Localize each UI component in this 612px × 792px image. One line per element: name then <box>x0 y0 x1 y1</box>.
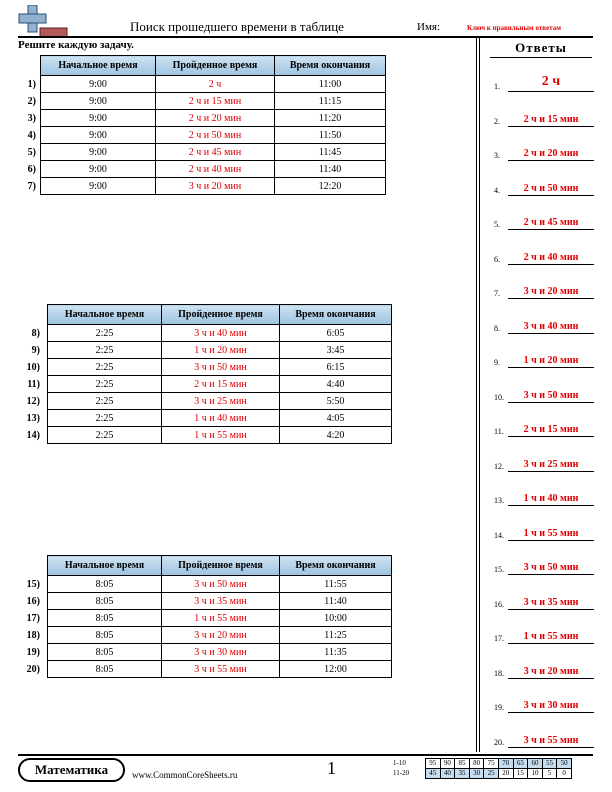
score-cell: 40 <box>440 769 455 779</box>
answer-value: 3 ч и 50 мин <box>523 562 579 573</box>
header-rule <box>18 36 593 38</box>
table-row <box>48 610 392 627</box>
end-time-cell: 4:05 <box>280 410 392 427</box>
answer-value: 1 ч и 55 мин <box>523 631 579 642</box>
answer-line <box>508 298 594 299</box>
score-row-label: 11-20 <box>393 769 410 777</box>
score-table <box>425 758 572 779</box>
answer-item <box>494 383 594 403</box>
answer-value: 3 ч и 35 мин <box>523 596 579 608</box>
end-time-cell: 11:15 <box>275 93 386 110</box>
elapsed-time-cell: 2 ч и 40 мин <box>156 161 275 178</box>
answer-item <box>494 279 594 299</box>
answer-number: 16. <box>494 599 504 609</box>
start-time-cell: 9:00 <box>41 127 156 144</box>
score-cell: 5 <box>542 769 557 779</box>
score-cell: 80 <box>469 759 484 769</box>
answer-line <box>508 333 594 334</box>
start-time-cell: 2:25 <box>48 325 162 342</box>
end-time-cell: 3:45 <box>280 342 392 359</box>
score-cell: 60 <box>528 759 543 769</box>
end-time-cell: 11:40 <box>280 593 392 610</box>
score-cell: 55 <box>542 759 557 769</box>
column-header-start-time: Начальное время <box>41 56 156 76</box>
start-time-cell: 2:25 <box>48 342 162 359</box>
answer-value: 3 ч и 40 мин <box>523 320 579 332</box>
problem-number: 3) <box>27 113 36 124</box>
answer-number: 10. <box>494 392 504 402</box>
answer-number: 8. <box>494 323 500 333</box>
footer-rule <box>18 754 593 756</box>
answer-line <box>508 91 594 92</box>
column-header-start-time: Начальное время <box>48 305 162 325</box>
answer-line <box>508 471 594 472</box>
table-row <box>41 110 386 127</box>
start-time-cell: 9:00 <box>41 161 156 178</box>
answer-value: 3 ч и 20 мин <box>523 286 579 297</box>
elapsed-time-cell: 3 ч и 25 мин <box>162 393 280 410</box>
answer-item <box>494 141 594 161</box>
table-row <box>48 410 392 427</box>
answer-item <box>494 624 594 644</box>
score-cell: 0 <box>557 769 572 779</box>
answer-value: 1 ч и 55 мин <box>523 527 579 539</box>
start-time-cell: 9:00 <box>41 144 156 161</box>
score-cell: 25 <box>484 769 499 779</box>
start-time-cell: 8:05 <box>48 627 162 644</box>
answer-value: 2 ч и 50 мин <box>523 182 579 194</box>
table-row <box>48 376 392 393</box>
answer-value: 3 ч и 30 мин <box>523 700 579 711</box>
end-time-cell: 11:25 <box>280 627 392 644</box>
answer-item <box>494 314 594 334</box>
elapsed-time-cell: 2 ч и 45 мин <box>156 144 275 161</box>
end-time-cell: 4:40 <box>280 376 392 393</box>
answer-number: 1. <box>494 82 500 91</box>
answer-item <box>494 72 594 92</box>
elapsed-time-cell: 3 ч и 40 мин <box>162 325 280 342</box>
elapsed-time-cell: 3 ч и 20 мин <box>156 178 275 195</box>
problem-number: 7) <box>27 181 36 192</box>
end-time-cell: 11:55 <box>280 576 392 593</box>
answer-item <box>494 521 594 541</box>
table-row <box>48 576 392 593</box>
problem-number: 20) <box>26 664 40 675</box>
problem-numbers-group-3 <box>20 576 40 678</box>
answer-line <box>508 436 594 437</box>
problem-numbers-group-2 <box>20 325 40 444</box>
answer-value: 3 ч и 25 мин <box>523 458 579 470</box>
problem-number: 19) <box>26 647 40 658</box>
start-time-cell: 2:25 <box>48 376 162 393</box>
score-cell: 15 <box>513 769 528 779</box>
answer-item <box>494 417 594 437</box>
end-time-cell: 6:15 <box>280 359 392 376</box>
answer-number: 20. <box>494 737 504 747</box>
end-time-cell: 11:45 <box>275 144 386 161</box>
table-row <box>48 661 392 678</box>
table-row <box>48 342 392 359</box>
answer-number: 14. <box>494 530 504 540</box>
elapsed-time-cell: 2 ч и 15 мин <box>156 93 275 110</box>
answer-item <box>494 728 594 748</box>
start-time-cell: 9:00 <box>41 178 156 195</box>
answer-value: 1 ч и 40 мин <box>523 493 579 504</box>
table-row <box>41 127 386 144</box>
table-row <box>41 93 386 110</box>
end-time-cell: 11:35 <box>280 644 392 661</box>
score-cell: 45 <box>426 769 441 779</box>
answer-line <box>508 229 594 230</box>
problem-number: 12) <box>26 396 40 407</box>
problem-numbers-group-1 <box>16 76 36 195</box>
start-time-cell: 2:25 <box>48 427 162 444</box>
elapsed-time-cell: 3 ч и 50 мин <box>162 576 280 593</box>
score-cell: 50 <box>557 759 572 769</box>
answer-value: 2 ч и 40 мин <box>523 251 579 263</box>
start-time-cell: 2:25 <box>48 410 162 427</box>
score-cell: 35 <box>455 769 470 779</box>
column-header-elapsed-time: Пройденное время <box>162 556 280 576</box>
elapsed-time-cell: 2 ч и 20 мин <box>156 110 275 127</box>
end-time-cell: 12:00 <box>280 661 392 678</box>
end-time-cell: 5:50 <box>280 393 392 410</box>
start-time-cell: 8:05 <box>48 644 162 661</box>
problem-number: 18) <box>26 630 40 641</box>
elapsed-time-cell: 1 ч и 40 мин <box>162 410 280 427</box>
answer-value: 2 ч и 15 мин <box>523 424 579 435</box>
table-row <box>48 593 392 610</box>
elapsed-time-cell: 1 ч и 20 мин <box>162 342 280 359</box>
answer-value: 2 ч и 45 мин <box>523 217 579 228</box>
answer-line <box>508 678 594 679</box>
answer-line <box>508 747 594 748</box>
answer-line <box>508 126 594 127</box>
answer-line <box>508 643 594 644</box>
score-cell: 20 <box>498 769 513 779</box>
score-row <box>426 759 572 769</box>
elapsed-time-cell: 3 ч и 20 мин <box>162 627 280 644</box>
answer-number: 15. <box>494 565 504 574</box>
answer-item <box>494 107 594 127</box>
table-row <box>41 76 386 93</box>
problem-number: 15) <box>26 579 40 590</box>
answer-line <box>508 160 594 161</box>
start-time-cell: 8:05 <box>48 661 162 678</box>
answer-value: 2 ч и 20 мин <box>523 148 579 159</box>
answer-number: 7. <box>494 289 500 298</box>
problem-number: 6) <box>27 164 36 175</box>
answer-item <box>494 245 594 265</box>
start-time-cell: 2:25 <box>48 393 162 410</box>
answer-number: 19. <box>494 703 504 712</box>
score-cell: 95 <box>426 759 441 769</box>
answer-item <box>494 348 594 368</box>
column-header-elapsed-time: Пройденное время <box>162 305 280 325</box>
elapsed-time-cell: 3 ч и 55 мин <box>162 661 280 678</box>
column-header-elapsed-time: Пройденное время <box>156 56 275 76</box>
elapsed-time-cell: 3 ч и 30 мин <box>162 644 280 661</box>
answer-line <box>508 540 594 541</box>
start-time-cell: 9:00 <box>41 93 156 110</box>
answer-line <box>508 574 594 575</box>
website-link[interactable]: www.CommonCoreSheets.ru <box>132 770 238 780</box>
score-row-labels <box>393 758 409 778</box>
start-time-cell: 8:05 <box>48 610 162 627</box>
answer-line <box>508 712 594 713</box>
problem-number: 16) <box>26 596 40 607</box>
score-cell: 65 <box>513 759 528 769</box>
elapsed-time-cell: 1 ч и 55 мин <box>162 610 280 627</box>
score-cell: 90 <box>440 759 455 769</box>
elapsed-time-cell: 3 ч и 35 мин <box>162 593 280 610</box>
answer-number: 6. <box>494 254 500 264</box>
start-time-cell: 9:00 <box>41 76 156 93</box>
table-row <box>48 325 392 342</box>
end-time-cell: 10:00 <box>280 610 392 627</box>
problem-number: 11) <box>27 379 40 390</box>
name-label: Имя: <box>417 21 441 33</box>
answer-key-label: Ключ к правильным ответам <box>467 24 561 32</box>
answer-line <box>508 402 594 403</box>
table-row <box>48 393 392 410</box>
table-row <box>48 644 392 661</box>
problem-table-group-2 <box>47 304 392 444</box>
problem-number: 17) <box>26 613 40 624</box>
column-divider <box>476 37 480 752</box>
answer-number: 3. <box>494 151 500 160</box>
subject-badge: Математика <box>18 758 125 782</box>
end-time-cell: 11:40 <box>275 161 386 178</box>
start-time-cell: 9:00 <box>41 110 156 127</box>
elapsed-time-cell: 2 ч и 15 мин <box>162 376 280 393</box>
start-time-cell: 8:05 <box>48 593 162 610</box>
answer-item <box>494 210 594 230</box>
answer-value: 2 ч и 15 мин <box>523 113 579 125</box>
answers-title: Ответы <box>515 40 567 55</box>
answer-item <box>494 659 594 679</box>
score-row <box>426 769 572 779</box>
score-cell: 85 <box>455 759 470 769</box>
table-row <box>41 161 386 178</box>
problem-table-group-3 <box>47 555 392 678</box>
answer-number: 9. <box>494 358 500 367</box>
end-time-cell: 4:20 <box>280 427 392 444</box>
answer-item <box>494 486 594 506</box>
answer-line <box>508 195 594 196</box>
problem-number: 10) <box>26 362 40 373</box>
answer-value: 1 ч и 20 мин <box>523 355 579 366</box>
elapsed-time-cell: 2 ч и 50 мин <box>156 127 275 144</box>
answer-value: 2 ч <box>541 74 561 89</box>
answer-item <box>494 176 594 196</box>
answer-line <box>508 264 594 265</box>
problem-number: 9) <box>31 345 40 356</box>
column-header-end-time: Время окончания <box>280 305 392 325</box>
elapsed-time-cell: 2 ч <box>156 76 275 93</box>
elapsed-time-cell: 3 ч и 50 мин <box>162 359 280 376</box>
problem-number: 1) <box>27 79 36 90</box>
problem-number: 14) <box>26 430 40 441</box>
answer-number: 18. <box>494 668 504 678</box>
end-time-cell: 12:20 <box>275 178 386 195</box>
answer-number: 4. <box>494 185 500 195</box>
instructions: Решите каждую задачу. <box>18 39 134 51</box>
column-header-start-time: Начальное время <box>48 556 162 576</box>
table-row <box>48 359 392 376</box>
end-time-cell: 11:20 <box>275 110 386 127</box>
answer-item <box>494 590 594 610</box>
score-cell: 70 <box>498 759 513 769</box>
answer-value: 3 ч и 50 мин <box>523 389 579 401</box>
end-time-cell: 6:05 <box>280 325 392 342</box>
worksheet-logo-icon <box>18 5 68 39</box>
table-row <box>48 627 392 644</box>
end-time-cell: 11:00 <box>275 76 386 93</box>
problem-number: 2) <box>27 96 36 107</box>
problem-number: 4) <box>27 130 36 141</box>
answer-item <box>494 555 594 575</box>
answer-line <box>508 505 594 506</box>
table-row <box>41 144 386 161</box>
answer-number: 11. <box>494 427 504 436</box>
answers-title-rule <box>490 57 592 58</box>
page-number: 1 <box>327 758 336 778</box>
problem-number: 8) <box>31 328 40 339</box>
score-cell: 30 <box>469 769 484 779</box>
elapsed-time-cell: 1 ч и 55 мин <box>162 427 280 444</box>
worksheet-title: Поиск прошедшего времени в таблице <box>130 19 344 34</box>
score-cell: 75 <box>484 759 499 769</box>
problem-number: 13) <box>26 413 40 424</box>
answer-item <box>494 452 594 472</box>
table-row <box>41 178 386 195</box>
answer-value: 3 ч и 55 мин <box>523 734 579 746</box>
problem-number: 5) <box>27 147 36 158</box>
answer-item <box>494 693 594 713</box>
answer-value: 3 ч и 20 мин <box>523 665 579 677</box>
start-time-cell: 2:25 <box>48 359 162 376</box>
answer-number: 5. <box>494 220 500 229</box>
answer-number: 13. <box>494 496 504 505</box>
start-time-cell: 8:05 <box>48 576 162 593</box>
answer-number: 2. <box>494 116 500 126</box>
score-row-label: 1-10 <box>393 759 406 767</box>
answer-line <box>508 609 594 610</box>
column-header-end-time: Время окончания <box>275 56 386 76</box>
answer-number: 12. <box>494 461 504 471</box>
table-row <box>48 427 392 444</box>
answer-number: 17. <box>494 634 504 643</box>
end-time-cell: 11:50 <box>275 127 386 144</box>
column-header-end-time: Время окончания <box>280 556 392 576</box>
answer-line <box>508 367 594 368</box>
score-cell: 10 <box>528 769 543 779</box>
problem-table-group-1 <box>40 55 386 195</box>
